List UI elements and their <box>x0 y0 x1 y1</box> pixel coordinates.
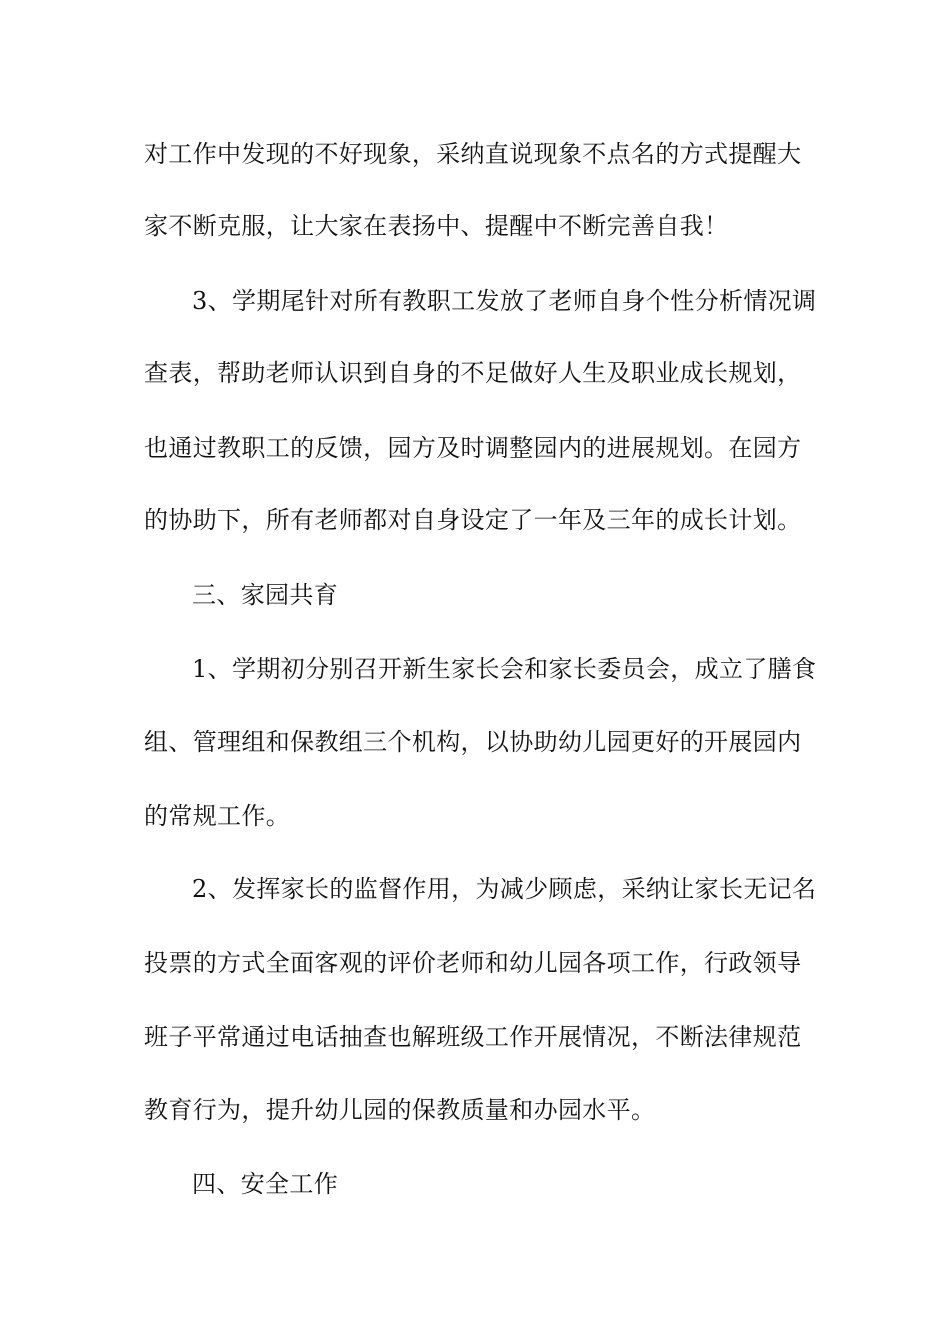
paragraph-line: 查表，帮助老师认识到自身的不足做好人生及职业成长规划， <box>144 359 802 387</box>
paragraph-line: 组、管理组和保教组三个机构，以协助幼儿园更好的开展园内 <box>144 728 802 756</box>
paragraph-line: 1、学期初分别召开新生家长会和家长委员会，成立了膳食 <box>192 655 817 683</box>
paragraph-line: 3、学期尾针对所有教职工发放了老师自身个性分析情况调 <box>192 287 817 315</box>
paragraph-line: 的协助下，所有老师都对自身设定了一年及三年的成长计划。 <box>144 506 802 534</box>
paragraph-line: 也通过教职工的反馈，园方及时调整园内的进展规划。在园方 <box>144 434 802 462</box>
section-heading: 三、家园共育 <box>192 581 339 609</box>
paragraph-line: 班子平常通过电话抽查也解班级工作开展情况，不断法律规范 <box>144 1023 802 1051</box>
paragraph-line: 的常规工作。 <box>144 802 291 830</box>
paragraph-line: 对工作中发现的不好现象，采纳直说现象不点名的方式提醒大 <box>144 140 802 168</box>
paragraph-line: 投票的方式全面客观的评价老师和幼儿园各项工作，行政领导 <box>144 949 802 977</box>
section-heading: 四、安全工作 <box>192 1170 339 1198</box>
paragraph-line: 2、发挥家长的监督作用，为减少顾虑，采纳让家长无记名 <box>192 875 817 903</box>
paragraph-line: 教育行为，提升幼儿园的保教质量和办园水平。 <box>144 1096 656 1124</box>
paragraph-line: 家不断克服，让大家在表扬中、提醒中不断完善自我！ <box>144 212 729 240</box>
